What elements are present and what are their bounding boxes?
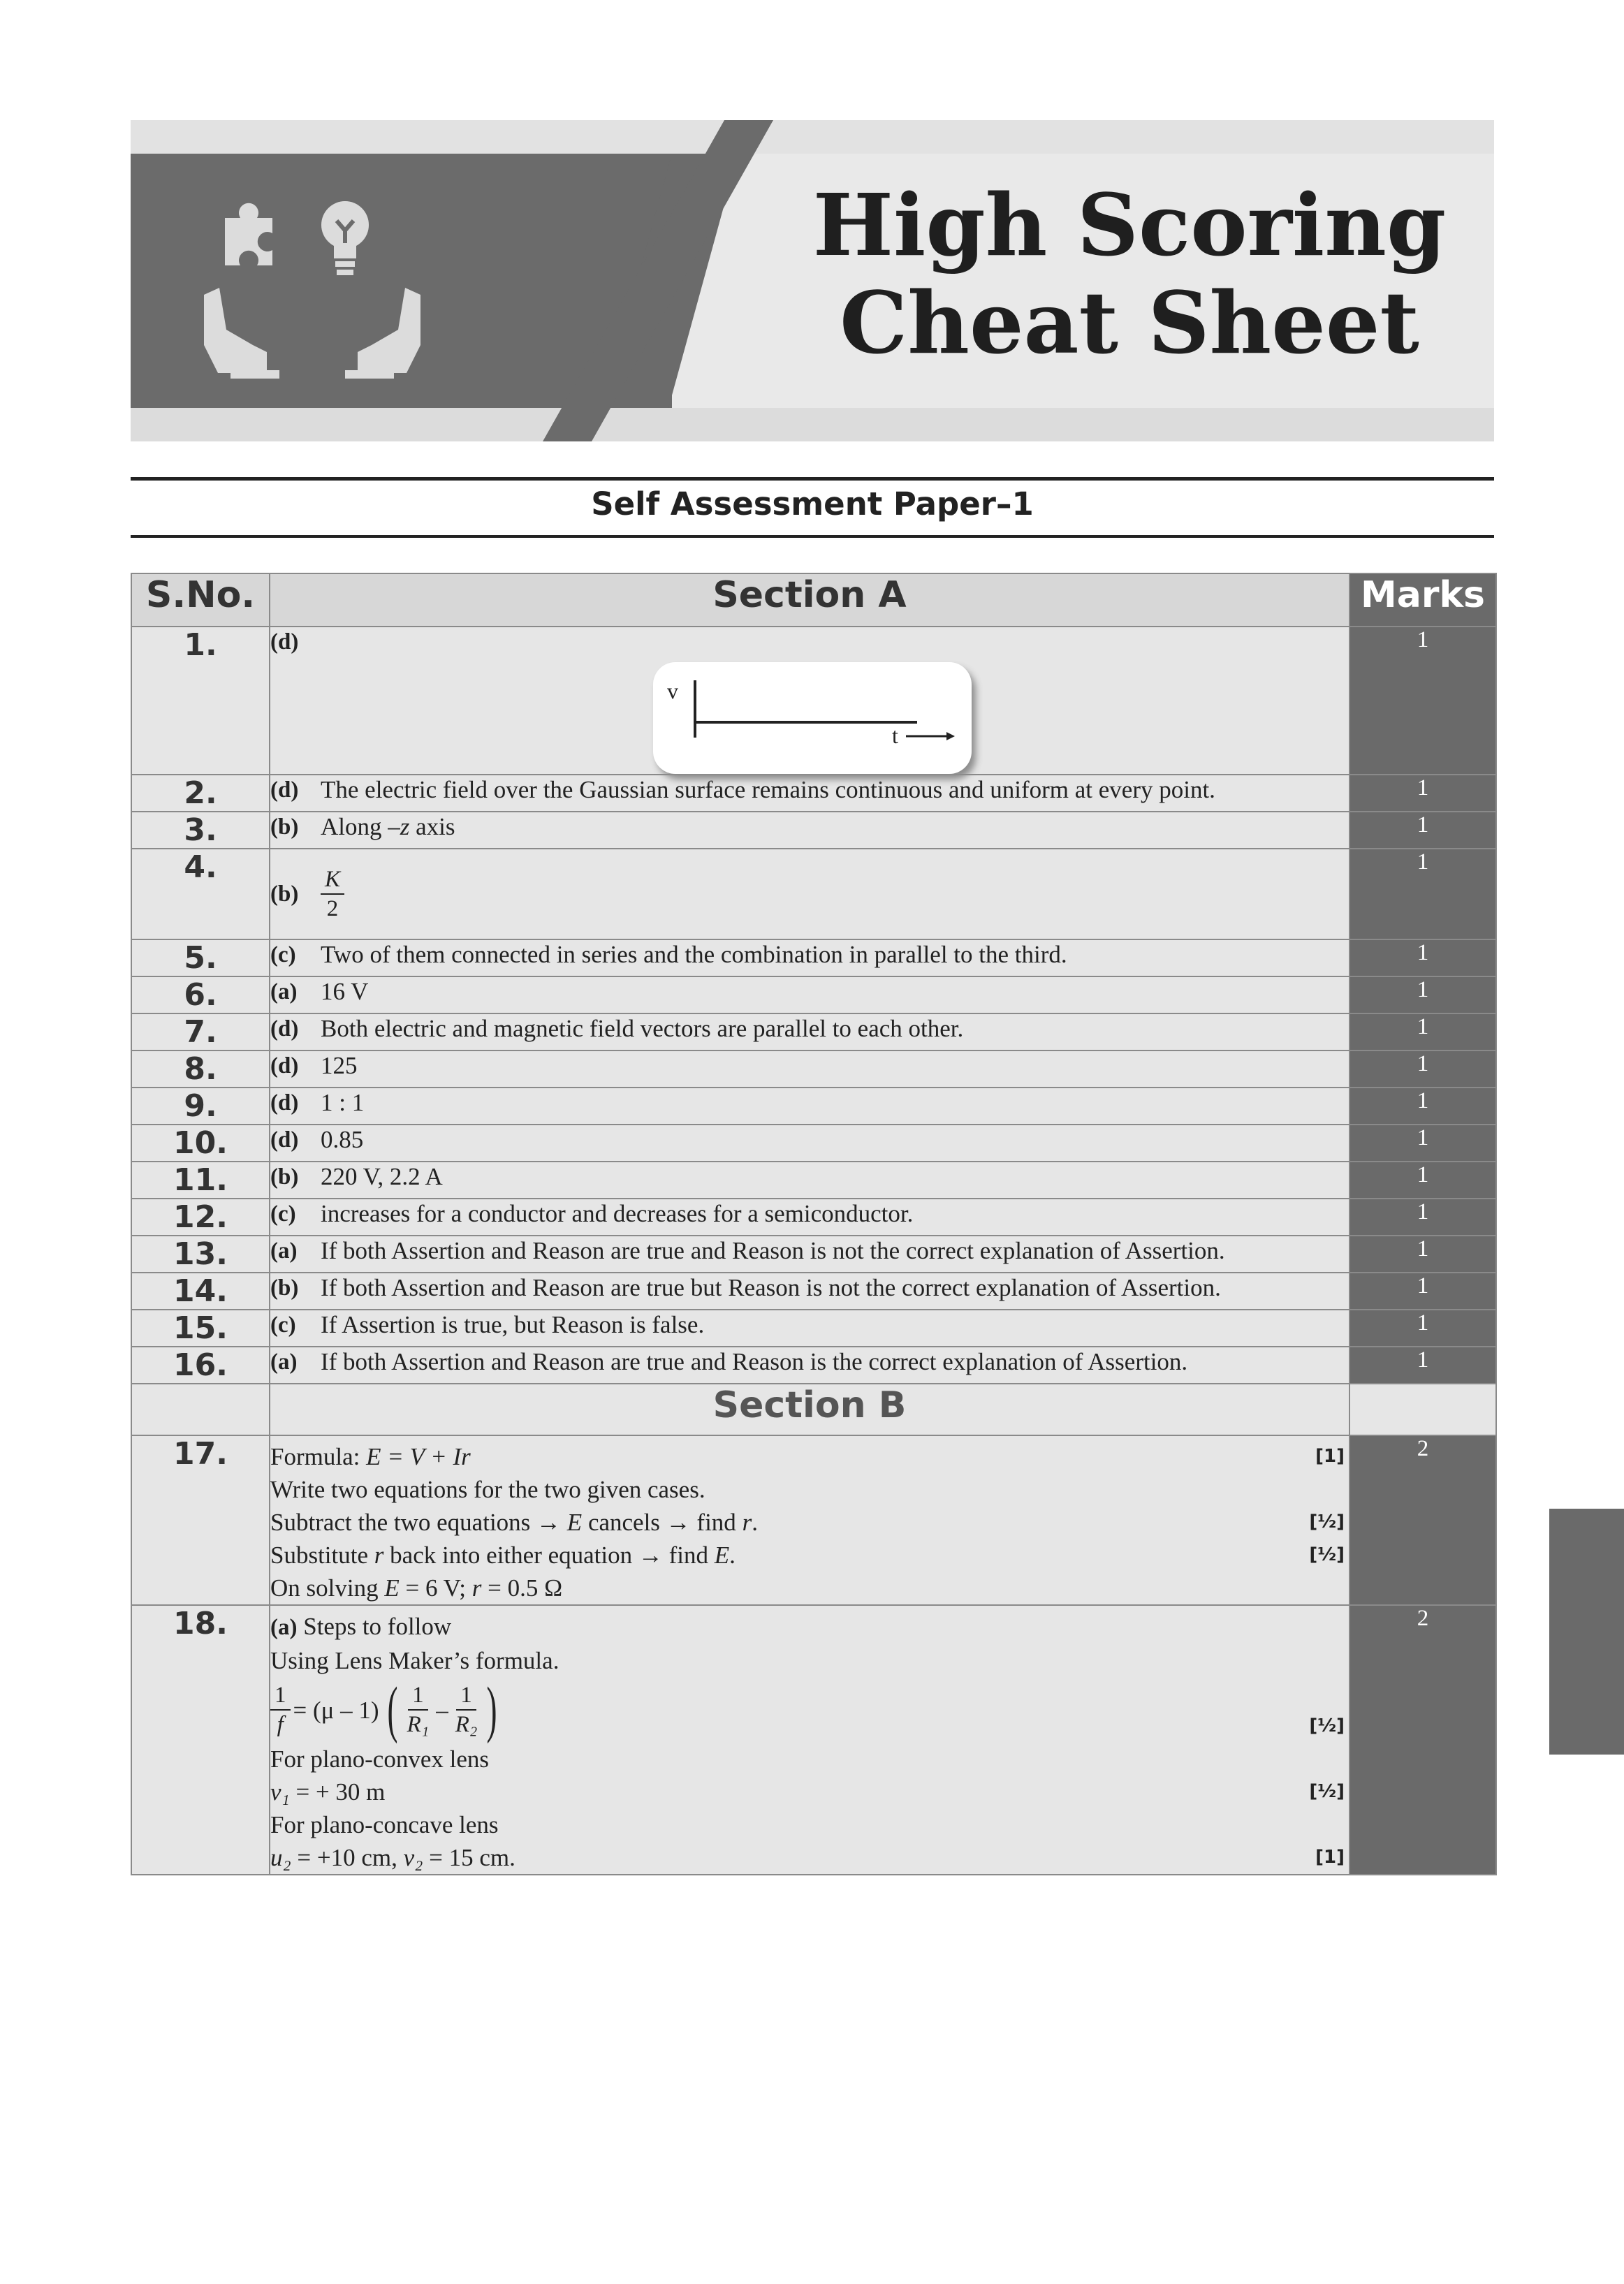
answer-cell <box>270 1435 1349 1605</box>
table-row <box>131 1162 1496 1199</box>
table-row <box>131 1347 1496 1384</box>
row-number: 7. <box>131 1013 270 1051</box>
velocity-time-graph <box>653 662 972 774</box>
eq-r1-den: R₁ <box>407 1712 430 1737</box>
eq-r2-den: R₂ <box>455 1712 478 1737</box>
marks-cell: 1 <box>1349 939 1496 976</box>
answer-cell <box>270 1051 1349 1088</box>
q17-formula: E = V + Ir <box>366 1443 471 1470</box>
eq-lhs <box>270 1681 291 1738</box>
option-label: (d) <box>270 1053 299 1078</box>
row-number: 8. <box>131 1051 270 1088</box>
option-label: (d) <box>270 777 299 803</box>
step-mark: [½] <box>1309 1781 1345 1802</box>
table-row <box>131 1236 1496 1273</box>
answer-cell <box>270 1347 1349 1384</box>
step-mark: [½] <box>1309 1511 1345 1532</box>
title-line-2: Cheat Sheet <box>840 272 1419 373</box>
option-label: (b) <box>270 1275 299 1301</box>
fraction-numerator: K <box>321 865 344 895</box>
eq-r2-num: 1 <box>456 1681 476 1711</box>
option-label: (b) <box>270 814 299 840</box>
marks-cell: 1 <box>1349 1051 1496 1088</box>
option-label: (c) <box>270 942 296 967</box>
answer-text: Both electric and magnetic field vectors are parallel to each other. <box>321 1015 964 1042</box>
q17-line-4 <box>270 1539 1349 1572</box>
section-b-blank-left <box>131 1384 270 1435</box>
q17-formula-label: Formula: <box>270 1443 367 1470</box>
table-row <box>131 775 1496 812</box>
q18-step-text: = +10 cm, <box>291 1844 404 1871</box>
answer-cell <box>270 1162 1349 1199</box>
table-row <box>131 1273 1496 1310</box>
marks-cell: 1 <box>1349 1013 1496 1051</box>
subtitle-top-rule <box>131 477 1494 481</box>
q17-step-text: On solving <box>270 1574 385 1602</box>
table-row <box>131 1310 1496 1347</box>
option-label: (d) <box>270 1090 299 1115</box>
option-label: (c) <box>270 1312 296 1338</box>
marks-cell: 1 <box>1349 1162 1496 1199</box>
marks-cell: 1 <box>1349 1125 1496 1162</box>
eq-r1-num: 1 <box>408 1681 428 1711</box>
q17-step-text: . <box>729 1542 736 1569</box>
answer-text: 0.85 <box>321 1126 364 1153</box>
q18-equation-line <box>270 1677 1349 1743</box>
answer-cell <box>270 627 1349 775</box>
eq-minus: – <box>436 1696 448 1724</box>
answer-text: If both Assertion and Reason are true and Reason is not the correct explanation of Assertion. <box>321 1237 1225 1264</box>
answer-table <box>131 573 1497 1875</box>
answer-text-var: z <box>400 813 410 840</box>
answer-text: increases for a conductor and decreases for a semiconductor. <box>321 1200 914 1227</box>
row-number: 12. <box>131 1199 270 1236</box>
row-number: 14. <box>131 1273 270 1310</box>
answer-cell <box>270 1013 1349 1051</box>
table-row <box>131 1125 1496 1162</box>
q17-step-text: Write two equations for the two given cases. <box>270 1476 705 1503</box>
marks-cell: 1 <box>1349 1199 1496 1236</box>
q17-var: E <box>384 1574 400 1602</box>
q17-var: r <box>471 1574 482 1602</box>
header-sno: S.No. <box>131 573 270 627</box>
answer-cell <box>270 1199 1349 1236</box>
option-label: (a) <box>270 1615 298 1640</box>
q17-step-text: = 0.5 Ω <box>481 1574 563 1602</box>
row-number: 10. <box>131 1125 270 1162</box>
eq-r2 <box>451 1681 482 1738</box>
answer-text: If both Assertion and Reason are true and Reason is the correct explanation of Assertion. <box>321 1348 1188 1375</box>
answer-text: The electric field over the Gaussian surface remains continuous and uniform at every point. <box>321 776 1215 803</box>
answer-text: If both Assertion and Reason are true but Reason is not the correct explanation of Assertion. <box>321 1274 1221 1301</box>
eq-lhs-den: f <box>277 1712 284 1737</box>
q18-line-4 <box>270 1776 1349 1808</box>
table-row <box>131 1199 1496 1236</box>
row-number: 16. <box>131 1347 270 1384</box>
answer-cell <box>270 1273 1349 1310</box>
option-label: (d) <box>270 1127 299 1152</box>
q18-line-5 <box>270 1808 1349 1841</box>
row-number: 6. <box>131 976 270 1013</box>
header-banner <box>131 120 1494 441</box>
row-number: 11. <box>131 1162 270 1199</box>
step-mark: [1] <box>1315 1446 1345 1467</box>
row-number: 15. <box>131 1310 270 1347</box>
q18-var: u₂ <box>270 1844 291 1871</box>
answer-cell <box>270 775 1349 812</box>
q17-var: E <box>566 1509 583 1536</box>
table-row <box>131 627 1496 775</box>
table-row <box>131 849 1496 939</box>
section-b-heading: Section B <box>270 1384 1349 1435</box>
marks-cell: 1 <box>1349 775 1496 812</box>
q18-step-text: Using Lens Maker’s formula. <box>270 1647 559 1674</box>
lens-maker-equation <box>270 1675 502 1744</box>
answer-text: 1 : 1 <box>321 1089 365 1116</box>
q18-line-2 <box>270 1644 1349 1677</box>
row-number: 4. <box>131 849 270 939</box>
q17-line-3 <box>270 1506 1349 1539</box>
q17-step-text: cancels → find <box>582 1509 742 1536</box>
answer-text-pre: Along – <box>321 813 400 840</box>
section-b-header-row <box>131 1384 1496 1435</box>
table-header-row <box>131 573 1496 627</box>
q17-step-text: Subtract the two equations → <box>270 1509 567 1536</box>
answer-cell <box>270 1125 1349 1162</box>
option-label: (d) <box>270 1016 299 1041</box>
option-label: (d) <box>270 629 299 654</box>
helping-hands-puzzle-bulb-icon <box>197 190 427 393</box>
q18-step-text: Steps to follow <box>297 1613 452 1640</box>
q17-line-2 <box>270 1473 1349 1506</box>
row-number: 9. <box>131 1088 270 1125</box>
answer-text: 125 <box>321 1052 358 1079</box>
q17-step-text: back into either equation → find <box>383 1542 715 1569</box>
step-mark: [1] <box>1315 1847 1345 1868</box>
row-number: 17. <box>131 1435 270 1605</box>
eq-lhs-num: 1 <box>270 1681 291 1711</box>
answer-cell <box>270 849 1349 939</box>
marks-cell: 1 <box>1349 1088 1496 1125</box>
q18-line-3 <box>270 1743 1349 1776</box>
table-row <box>131 1605 1496 1875</box>
option-label: (a) <box>270 1349 298 1375</box>
header-section-a: Section A <box>270 573 1349 627</box>
table-row <box>131 1051 1496 1088</box>
table-row <box>131 812 1496 849</box>
marks-cell: 1 <box>1349 812 1496 849</box>
q18-var: v₁ <box>270 1778 290 1806</box>
answer-cell <box>270 976 1349 1013</box>
answer-cell <box>270 1088 1349 1125</box>
header-marks: Marks <box>1349 573 1496 627</box>
option-label: (b) <box>270 881 299 907</box>
answer-text <box>321 812 1319 842</box>
subtitle-bottom-rule <box>131 535 1494 538</box>
option-label: (a) <box>270 979 298 1004</box>
graph-v-label: v <box>667 678 678 703</box>
row-number: 13. <box>131 1236 270 1273</box>
answer-cell <box>270 1236 1349 1273</box>
table-row <box>131 939 1496 976</box>
answer-cell <box>270 939 1349 976</box>
eq-close-paren: ) <box>486 1675 497 1744</box>
table-row <box>131 1435 1496 1605</box>
marks-cell: 1 <box>1349 1347 1496 1384</box>
page-title <box>780 176 1479 372</box>
q18-step-text: For plano-concave lens <box>270 1811 499 1838</box>
step-mark: [½] <box>1309 1544 1345 1565</box>
q17-var: r <box>374 1542 384 1569</box>
row-number: 3. <box>131 812 270 849</box>
option-label: (c) <box>270 1201 296 1227</box>
graph-t-label: t <box>892 723 898 748</box>
step-mark: [½] <box>1309 1715 1345 1736</box>
table-row <box>131 1013 1496 1051</box>
row-number: 5. <box>131 939 270 976</box>
q17-step-text: Substitute <box>270 1542 374 1569</box>
marks-cell: 1 <box>1349 1273 1496 1310</box>
answer-text-post: axis <box>409 813 455 840</box>
table-row <box>131 1088 1496 1125</box>
option-label: (a) <box>270 1238 298 1264</box>
q17-line-5 <box>270 1572 1349 1604</box>
q17-var: r <box>742 1509 752 1536</box>
marks-cell: 2 <box>1349 1605 1496 1875</box>
marks-cell: 1 <box>1349 849 1496 939</box>
q18-line-1 <box>270 1610 1349 1644</box>
q18-step-text: = 15 cm. <box>423 1844 515 1871</box>
side-thumb-tab <box>1549 1509 1624 1755</box>
eq-open-paren: ( <box>387 1675 398 1744</box>
q17-var: E <box>714 1542 730 1569</box>
answer-text: 220 V, 2.2 A <box>321 1163 443 1190</box>
title-line-1: High Scoring <box>812 175 1447 275</box>
eq-r1 <box>403 1681 434 1738</box>
marks-cell: 1 <box>1349 1236 1496 1273</box>
q18-var: v₂ <box>403 1844 423 1871</box>
q18-step-text: For plano-convex lens <box>270 1745 489 1773</box>
section-b-blank-right <box>1349 1384 1496 1435</box>
fraction-denominator: 2 <box>326 896 339 921</box>
q17-line-1 <box>270 1440 1349 1473</box>
eq-mid: = (μ – 1) <box>293 1696 379 1724</box>
marks-cell: 1 <box>1349 976 1496 1013</box>
marks-cell: 1 <box>1349 627 1496 775</box>
row-number: 18. <box>131 1605 270 1875</box>
marks-cell: 1 <box>1349 1310 1496 1347</box>
table-row <box>131 976 1496 1013</box>
answer-fraction <box>321 865 344 923</box>
answer-cell <box>270 1310 1349 1347</box>
option-label: (b) <box>270 1164 299 1189</box>
marks-cell: 2 <box>1349 1435 1496 1605</box>
row-number: 1. <box>131 627 270 775</box>
row-number: 2. <box>131 775 270 812</box>
q17-step-text: . <box>752 1509 758 1536</box>
answer-text: Two of them connected in series and the combination in parallel to the third. <box>321 941 1067 968</box>
answer-cell <box>270 1605 1349 1875</box>
q18-step-text: = + 30 m <box>289 1778 386 1806</box>
q18-line-6 <box>270 1841 1349 1874</box>
answer-text: 16 V <box>321 978 369 1005</box>
paper-subtitle: Self Assessment Paper–1 <box>591 485 1034 522</box>
q17-step-text: = 6 V; <box>399 1574 472 1602</box>
answer-cell <box>270 812 1349 849</box>
answer-text: If Assertion is true, but Reason is false. <box>321 1311 705 1338</box>
